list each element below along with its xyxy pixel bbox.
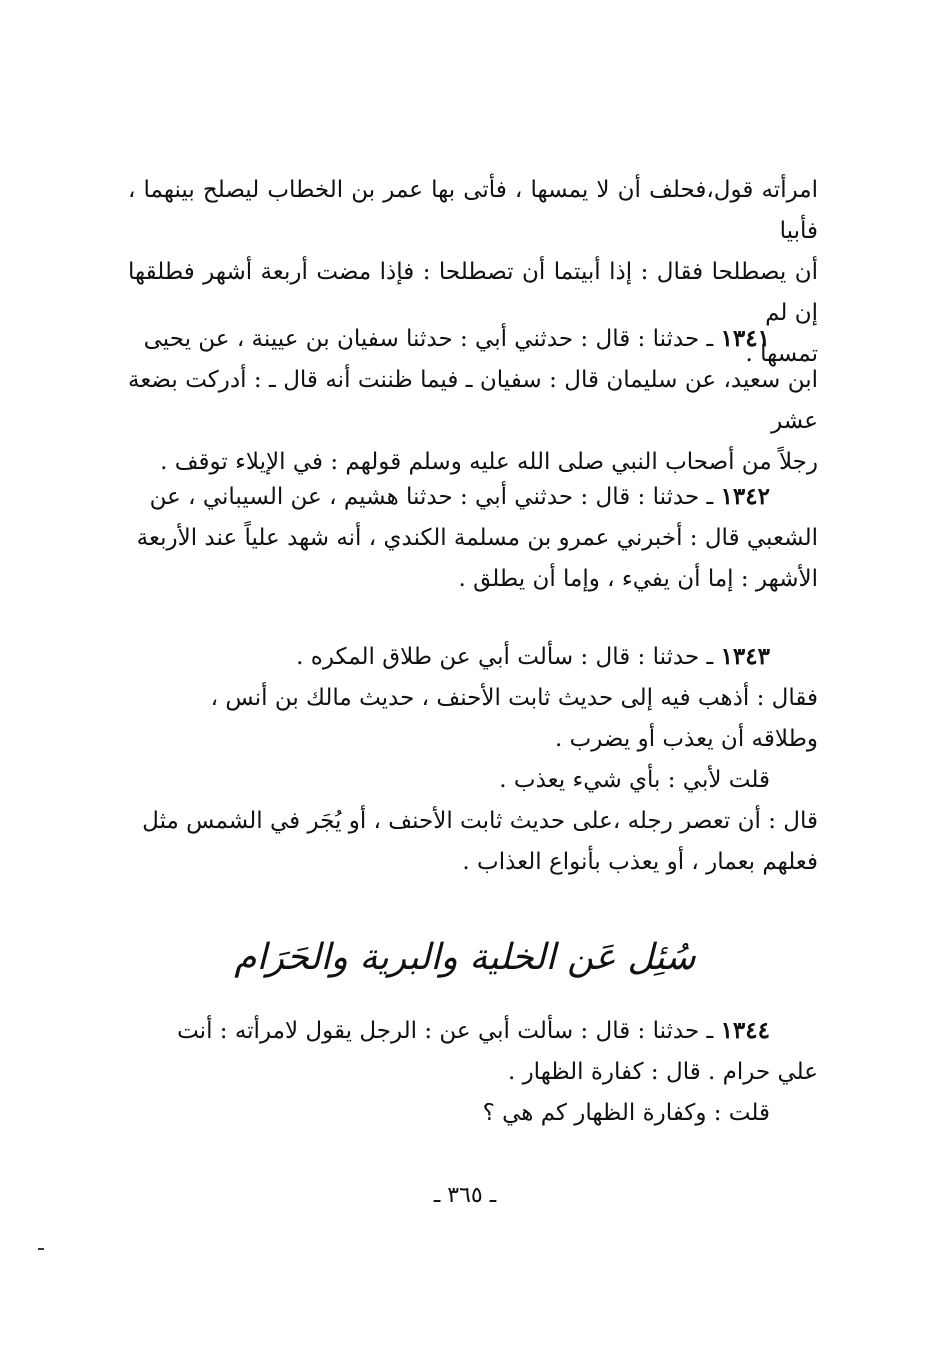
section-heading: سُئِل عَن الخلية والبرية والحَرَام: [234, 937, 696, 978]
hadith-text: ـ حدثنا : قال : حدثني أبي : حدثنا سفيان بن عيينة ، عن يحيى: [143, 326, 721, 352]
text-line: فقال : أذهب فيه إلى حديث ثابت الأحنف ، حديث مالك بن أنس ،: [210, 685, 818, 711]
text-line: علي حرام . قال : كفارة الظهار .: [507, 1059, 818, 1085]
text-line: [128, 1010, 818, 1052]
hadith-number: ١٣٤٣: [720, 643, 770, 670]
text-line: [128, 636, 818, 678]
hadith-number: ١٣٤٤: [720, 1017, 770, 1044]
hadith-1341: [128, 318, 818, 483]
text-line: رجلاً من أصحاب النبي صلى الله عليه وسلم قولهم : في الإيلاء توقف .: [160, 449, 818, 475]
text-line: ابن سعيد، عن سليمان قال : سفيان ـ فيما ظننت أنه قال ـ : أدركت بضعة عشر: [128, 367, 818, 434]
text-line: فعلهم بعمار ، أو يعذب بأنواع العذاب .: [462, 849, 818, 875]
hadith-number: ١٣٤١: [720, 325, 770, 352]
hadith-number: ١٣٤٢: [720, 483, 770, 510]
margin-mark: [38, 1248, 44, 1250]
hadith-text: ـ حدثنا : قال : حدثني أبي : حدثنا هشيم ، عن السيباني ، عن: [149, 484, 721, 510]
text-line: قلت : وكفارة الظهار كم هي ؟: [482, 1100, 770, 1126]
hadith-1343: [128, 636, 818, 883]
hadith-1342: [128, 476, 818, 600]
page-number: ـ ٣٦٥ ـ: [433, 1183, 497, 1208]
text-line: قال : أن تعصر رجله ،على حديث ثابت الأحنف ، أو يُجَر في الشمس مثل: [142, 808, 818, 834]
text-line: امرأته قول،فحلف أن لا يمسها ، فأتى بها عمر بن الخطاب ليصلح بينهما ، فأبيا: [128, 177, 818, 244]
hadith-1344: [128, 1010, 818, 1134]
text-line: قلت لأبي : بأي شيء يعذب .: [499, 767, 770, 793]
text-line: الشعبي قال : أخبرني عمرو بن مسلمة الكندي ، أنه شهد علياً عند الأربعة: [136, 525, 818, 551]
text-line: وطلاقه أن يعذب أو يضرب .: [554, 726, 818, 752]
text-line: [128, 318, 818, 360]
text-line: أن يصطلحا فقال : إذا أبيتما أن تصطلحا : فإذا مضت أربعة أشهر فطلقها إن لم: [128, 259, 818, 326]
hadith-text: ـ حدثنا : قال : سألت أبي عن طلاق المكره .: [296, 644, 721, 670]
hadith-text: ـ حدثنا : قال : سألت أبي عن : الرجل يقول لامرأته : أنت: [177, 1018, 721, 1044]
text-line: تمسها .: [745, 341, 818, 367]
text-line: الأشهر : إما أن يفيء ، وإما أن يطلق .: [458, 566, 818, 592]
text-line: [128, 476, 818, 518]
